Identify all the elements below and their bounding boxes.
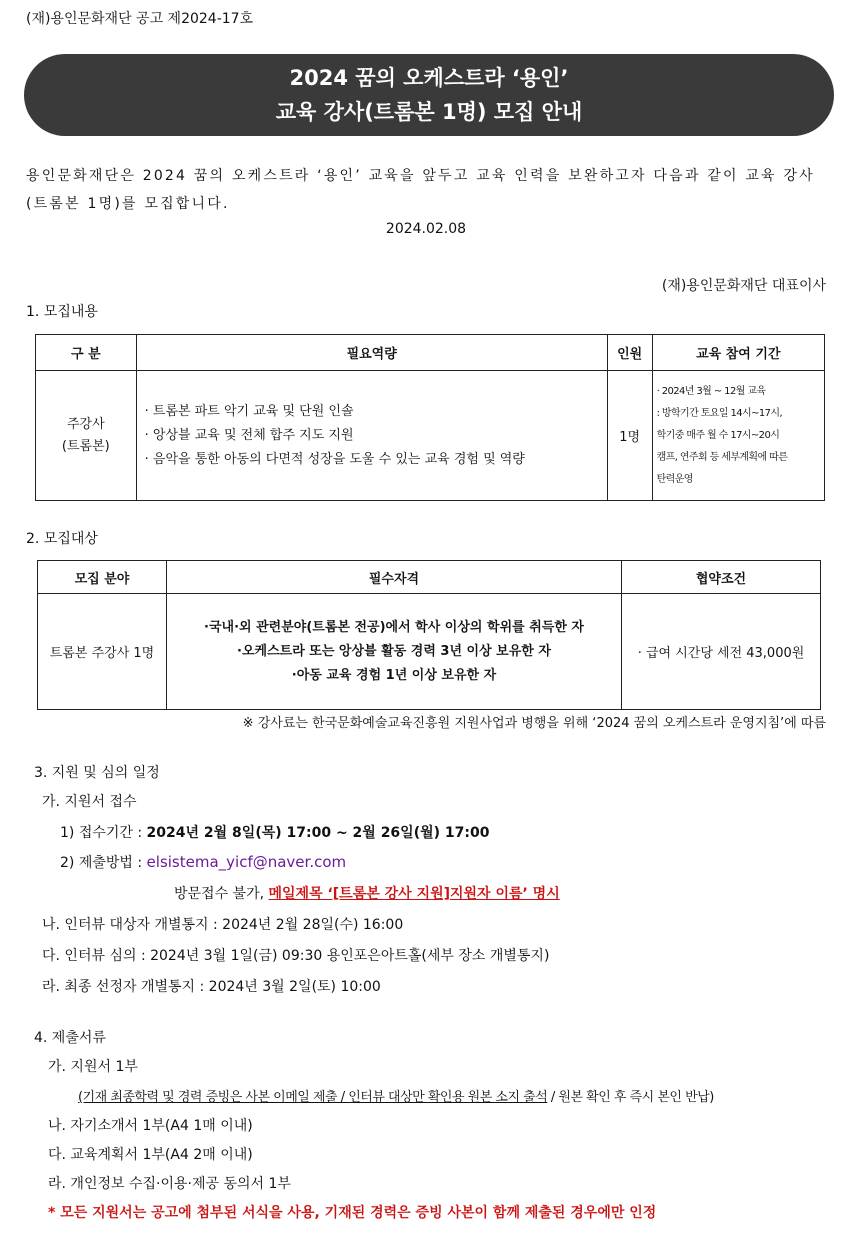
- application-period-value: 2024년 2월 8일(목) 17:00 ~ 2월 26일(월) 17:00: [146, 825, 490, 841]
- header-field: 모집 분야: [38, 561, 167, 594]
- banner-title-line1: 2024 꿈의 오케스트라 ‘용인’: [289, 66, 569, 90]
- cell-requirements: [167, 594, 622, 710]
- cell-period: [652, 371, 824, 501]
- education-plan-item: 다. 교육계획서 1부(A4 2매 이내): [48, 1147, 253, 1163]
- notice-date: 2024.02.08: [385, 221, 467, 237]
- period-line: 캠프, 연주회 등 세부계획에 따른: [656, 451, 788, 463]
- section3-title: 3. 지원 및 심의 일정: [34, 765, 160, 781]
- interview-notice: 나. 인터뷰 대상자 개별통지 : 2024년 2월 28일(수) 16:00: [42, 917, 404, 933]
- eligibility-row: [38, 594, 821, 710]
- organization-signature: (재)용인문화재단 대표이사: [661, 278, 826, 294]
- cell-terms: · 급여 시간당 세전 43,000원: [622, 594, 821, 710]
- competency-item: · 트롬본 파트 악기 교육 및 단원 인솔: [144, 403, 354, 419]
- notice-number: (재)용인문화재단 공고 제2024-17호: [26, 11, 254, 27]
- period-line: 탄력운영: [656, 473, 693, 485]
- mail-subject-note: 메일제목 ‘[트롬본 강사 지원]지원자 이름’ 명시: [268, 886, 560, 902]
- requirement-item: ·아동 교육 경험 1년 이상 보유한 자: [291, 667, 497, 683]
- recruitment-table: [35, 334, 825, 501]
- submission-method: [60, 852, 346, 872]
- requirement-item: ·국내·외 관련분야(트롬본 전공)에서 학사 이상의 학위를 취득한 자: [204, 619, 584, 635]
- period-line: 학기중 매주 월 수 17시~20시: [656, 429, 780, 441]
- header-requirements: 필수자격: [167, 561, 622, 594]
- period-line: : 방학기간 토요일 14시~17시,: [656, 407, 783, 419]
- visit-not-allowed-prefix: 방문접수 불가,: [174, 886, 269, 902]
- recruitment-row: [36, 371, 825, 501]
- competency-item: · 음악을 통한 아동의 다면적 성장을 도울 수 있는 교육 경험 및 역량: [144, 451, 525, 467]
- instructor-fee-footnote: ※ 강사료는 한국문화예술교육진흥원 지원사업과 병행을 위해 ‘2024 꿈의 오케스트라 운영지침’에 따름: [242, 716, 826, 731]
- competency-item: · 앙상블 교육 및 전체 합주 지도 지원: [144, 427, 354, 443]
- header-category: 구 분: [36, 335, 137, 371]
- eligibility-table: [37, 560, 821, 710]
- application-form-item: 가. 지원서 1부: [48, 1059, 138, 1075]
- submission-email-link[interactable]: elsistema_yicf@naver.com: [146, 853, 347, 871]
- category-line1: 주강사: [66, 416, 105, 432]
- period-line: · 2024년 3월 ~ 12월 교육: [656, 385, 766, 397]
- cell-field: 트롬본 주강사 1명: [38, 594, 167, 710]
- application-period-label: 1) 접수기간 :: [60, 825, 147, 841]
- category-line2: (트롬본): [61, 438, 110, 454]
- eligibility-header-row: [38, 561, 821, 594]
- application-receipt-heading: 가. 지원서 접수: [42, 794, 137, 810]
- cell-competencies: [136, 371, 607, 501]
- banner-title-line2: 교육 강사(트롬본 1명) 모집 안내: [275, 100, 583, 124]
- cell-count: 1명: [607, 371, 652, 501]
- section2-title: 2. 모집대상: [26, 531, 98, 547]
- intro-paragraph: 용인문화재단은 2024 꿈의 오케스트라 ‘용인’ 교육을 앞두고 교육 인력을 보완하고자 다음과 같이 교육 강사(트롬본 1명)를 모집합니다.: [26, 168, 815, 212]
- final-selection-notice: 라. 최종 선정자 개별통지 : 2024년 3월 2일(토) 10:00: [42, 979, 381, 995]
- self-introduction-item: 나. 자기소개서 1부(A4 1매 이내): [48, 1118, 253, 1134]
- section4-title: 4. 제출서류: [34, 1030, 106, 1046]
- header-period: 교육 참여 기간: [652, 335, 824, 371]
- title-banner: [24, 54, 834, 136]
- recruitment-header-row: [36, 335, 825, 371]
- application-period: [60, 822, 489, 842]
- cell-category: [36, 371, 137, 501]
- requirement-item: ·오케스트라 또는 앙상블 활동 경력 3년 이상 보유한 자: [237, 643, 551, 659]
- submission-method-label: 2) 제출방법 :: [60, 855, 147, 871]
- warning-note: * 모든 지원서는 공고에 첨부된 서식을 사용, 기재된 경력은 증빙 사본이 함께 제출된 경우에만 인정: [48, 1205, 657, 1221]
- visit-not-allowed: [174, 883, 560, 903]
- header-terms: 협약조건: [622, 561, 821, 594]
- application-form-note-rest: / 원본 확인 후 즉시 본인 반납): [547, 1090, 714, 1105]
- application-form-note-underlined: (기재 최종학력 및 경력 증빙은 사본 이메일 제출 / 인터뷰 대상만 확인용 원본 소지 출석: [78, 1090, 548, 1105]
- section1-title: 1. 모집내용: [26, 304, 98, 320]
- interview-review: 다. 인터뷰 심의 : 2024년 3월 1일(금) 09:30 용인포은아트홀(세부 장소 개별통지): [42, 948, 550, 964]
- header-competency: 필요역량: [136, 335, 607, 371]
- application-form-note: [78, 1086, 714, 1105]
- privacy-consent-item: 라. 개인정보 수집·이용·제공 동의서 1부: [48, 1176, 291, 1192]
- header-count: 인원: [607, 335, 652, 371]
